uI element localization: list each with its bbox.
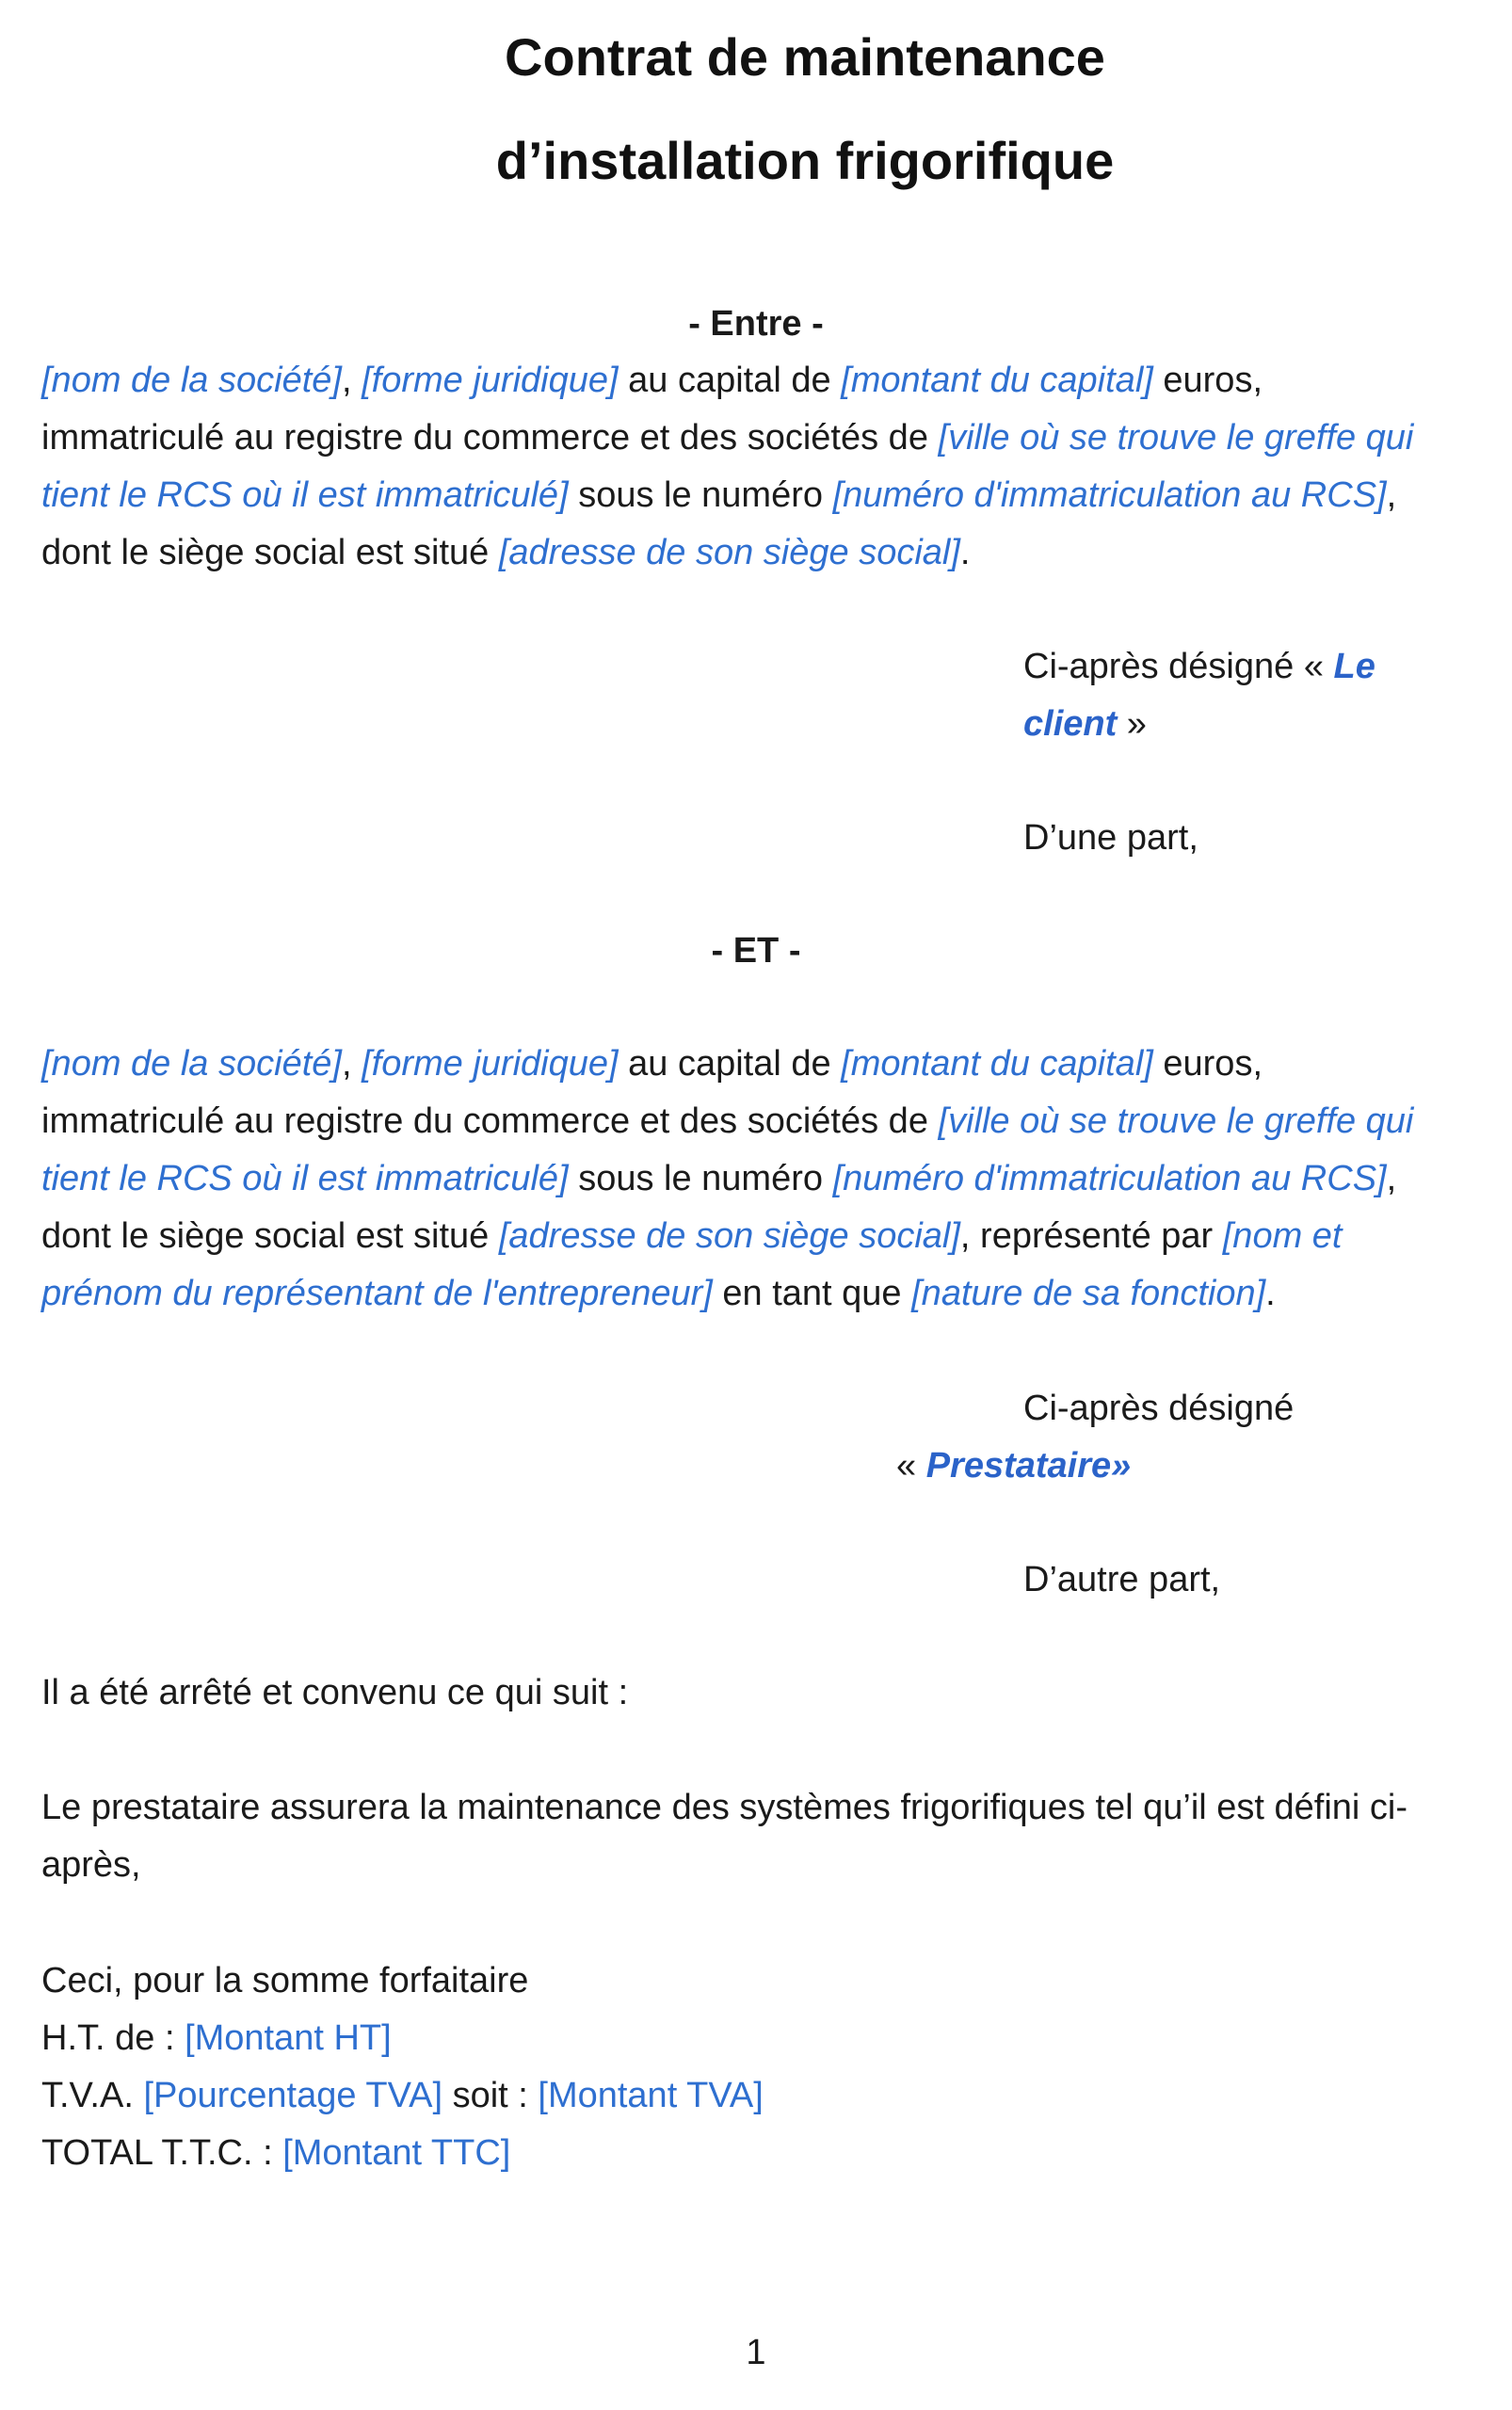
party1-designation: Ci-après désigné « Le client »: [1023, 647, 1375, 744]
party1-designation-name: Le client: [1023, 647, 1375, 744]
pricing-tva: T.V.A. [Pourcentage TVA] soit : [Montant TVA]: [41, 2076, 764, 2115]
party2-company-name: [nom de la société]: [41, 1044, 342, 1084]
agreement-intro: Il a été arrêté et convenu ce qui suit :: [41, 1673, 629, 1712]
party1-paragraph: [nom de la société], [forme juridique] au capital de [montant du capital] euros, immatriculé au registre du commerce et des sociétés de [ville où se trouve le greffe qui tient le RCS où il est immatriculé] sous le numéro [numéro d'immatriculation au RCS], dont le siège social est situé [adresse de son siège social].: [41, 361, 1414, 572]
party2-designation-name: Prestataire»: [925, 1446, 1132, 1486]
pricing-ttc: TOTAL T.T.C. : [Montant TTC]: [41, 2133, 511, 2173]
party2-designation-line1: Ci-après désigné: [1023, 1389, 1295, 1428]
pricing-intro: Ceci, pour la somme forfaitaire: [41, 1961, 529, 2000]
party1-rcs-city: [ville où se trouve le greffe qui tient le RCS où il est immatriculé]: [41, 418, 1414, 515]
pricing-tva-percent: [Pourcentage TVA]: [143, 2076, 443, 2115]
party2-rcs-city: [ville où se trouve le greffe qui tient le RCS où il est immatriculé]: [41, 1101, 1414, 1198]
pricing-ttc-value: [Montant TTC]: [282, 2133, 511, 2173]
party2-heading: - ET -: [711, 931, 801, 971]
party2-paragraph: [nom de la société], [forme juridique] au capital de [montant du capital] euros, immatriculé au registre du commerce et des sociétés de [ville où se trouve le greffe qui tient le RCS où il est immatriculé] sous le numéro [numéro d'immatriculation au RCS], dont le siège social est situé [adresse de son siège social], représenté par [nom et prénom du représentant de l'entrepreneur] en tant que [nature de sa fonction].: [41, 1044, 1414, 1313]
party2-designation: « Prestataire»: [896, 1446, 1132, 1486]
party2-capital-amount: [montant du capital]: [841, 1044, 1153, 1084]
page-number: 1: [746, 2333, 766, 2372]
agreement-service: Le prestataire assurera la maintenance des systèmes frigorifiques tel qu’il est défini ci-après,: [41, 1788, 1408, 1885]
party1-seat-address: [adresse de son siège social]: [498, 533, 960, 572]
party2-rcs-number: [numéro d'immatriculation au RCS]: [832, 1159, 1387, 1198]
party1-company-name: [nom de la société]: [41, 361, 342, 400]
party2-seat-address: [adresse de son siège social]: [498, 1216, 960, 1256]
party1-heading: - Entre -: [688, 304, 824, 344]
party2-function: [nature de sa fonction]: [911, 1274, 1266, 1313]
pricing-ht: H.T. de : [Montant HT]: [41, 2018, 392, 2058]
party2-legal-form: [forme juridique]: [362, 1044, 619, 1084]
document-title-line-2: d’installation frigorifique: [495, 131, 1115, 190]
pricing-ht-value: [Montant HT]: [185, 2018, 392, 2058]
party1-legal-form: [forme juridique]: [362, 361, 619, 400]
party1-capital-amount: [montant du capital]: [841, 361, 1153, 400]
party2-part: D’autre part,: [1023, 1560, 1221, 1599]
party1-rcs-number: [numéro d'immatriculation au RCS]: [832, 475, 1387, 515]
pricing-tva-value: [Montant TVA]: [538, 2076, 764, 2115]
document-title-line-1: Contrat de maintenance: [505, 27, 1105, 87]
party2-representative: [nom et prénom du représentant de l'entrepreneur]: [41, 1216, 1343, 1313]
party1-part: D’une part,: [1023, 818, 1198, 858]
